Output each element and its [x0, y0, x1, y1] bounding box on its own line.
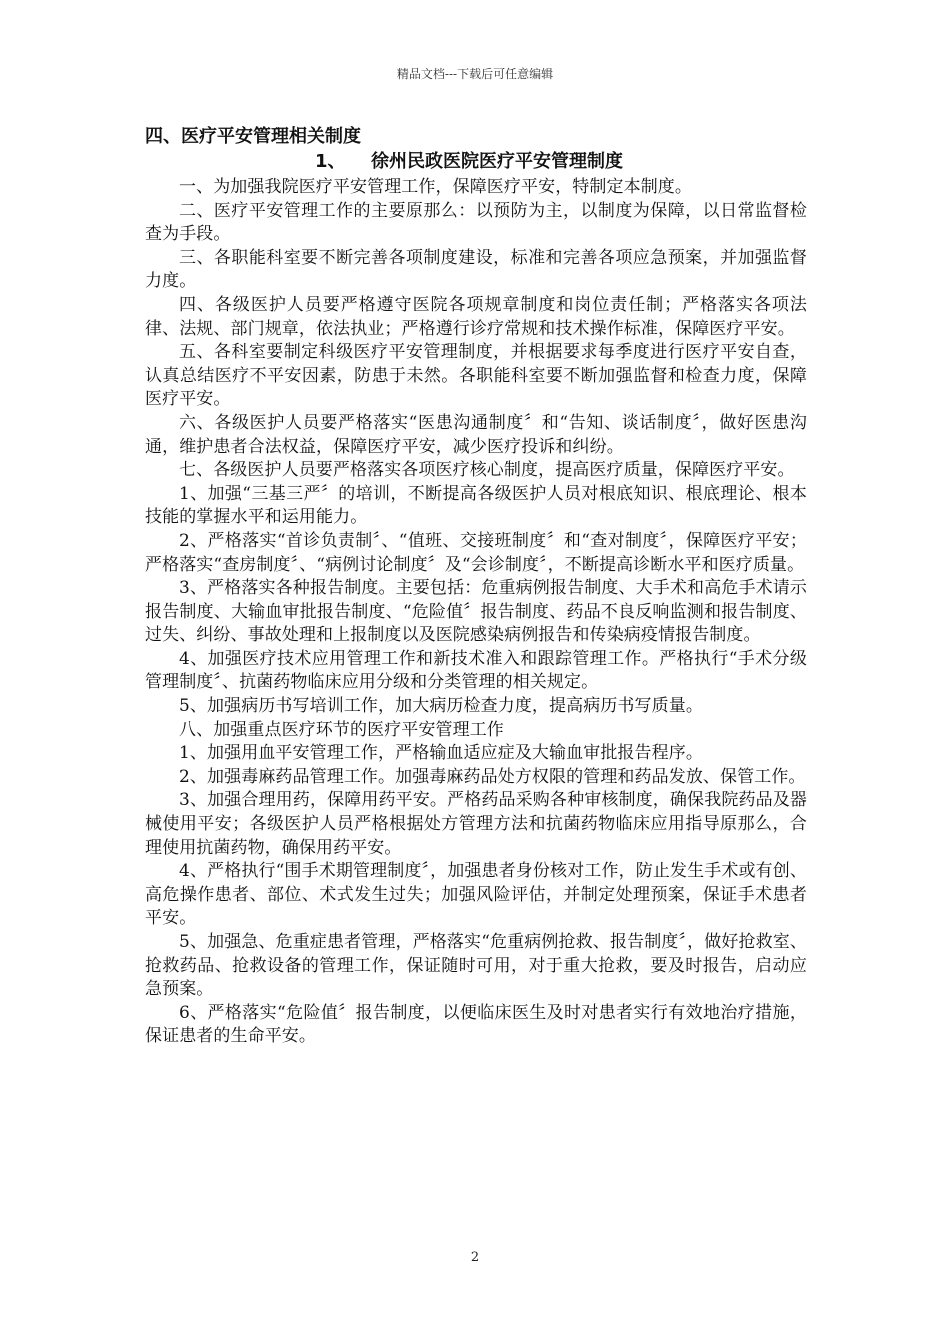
section-title: 四、医疗平安管理相关制度 [145, 126, 361, 147]
paragraph: 二、医疗平安管理工作的主要原那么：以预防为主，以制度为保障，以日常监督检查为手段。 [145, 200, 807, 245]
paragraph: 3、严格落实各种报告制度。主要包括：危重病例报告制度、大手术和高危手术请示报告制度、大输血审批报告制度、“危险值〞报告制度、药品不良反响监测和报告制度、过失、纠纷、事故处理和上报制度以及医院感染病例报告和传染病疫情报告制度。 [145, 578, 807, 646]
paragraph: 3、加强合理用药，保障用药平安。严格药品采购各种审核制度，确保我院药品及器械使用平安；各级医护人员严格根据处方管理方法和抗菌药物临床应用指导原那么，合理使用抗菌药物，确保用药平安。 [145, 790, 807, 858]
paragraph: 4、严格执行“围手术期管理制度〞，加强患者身份核对工作，防止发生手术或有创、高危操作患者、部位、术式发生过失；加强风险评估，并制定处理预案，保证手术患者平安。 [145, 861, 807, 929]
document-subtitle [145, 150, 807, 174]
paragraph: 5、加强急、危重症患者管理，严格落实“危重病例抢救、报告制度〞，做好抢救室、抢救药品、抢救设备的管理工作，保证随时可用，对于重大抢救，要及时报告，启动应急预案。 [145, 932, 807, 1000]
document-body [145, 124, 807, 1049]
paragraph: 五、各科室要制定科级医疗平安管理制度，并根据要求每季度进行医疗平安自查，认真总结医疗不平安因素，防患于未然。各职能科室要不断加强监督和检查力度，保障医疗平安。 [145, 342, 807, 410]
subtitle-number: 1、 [315, 151, 346, 172]
paragraph: 2、加强毒麻药品管理工作。加强毒麻药品处方权限的管理和药品发放、保管工作。 [179, 766, 806, 787]
paragraph: 一、为加强我院医疗平安管理工作，保障医疗平安，特制定本制度。 [179, 177, 692, 197]
paragraph: 八、加强重点医疗环节的医疗平安管理工作 [179, 719, 504, 740]
page-header: 精品文档---下载后可任意编辑 [396, 67, 554, 81]
paragraph: 七、各级医护人员要严格落实各项医疗核心制度，提高医疗质量，保障医疗平安。 [179, 460, 795, 481]
subtitle-text: 徐州民政医院医疗平安管理制度 [371, 151, 623, 172]
page-number: 2 [470, 1250, 480, 1265]
paragraph: 1、加强用血平安管理工作，严格输血适应症及大输血审批报告程序。 [179, 743, 703, 764]
paragraph: 6、严格落实“危险值〞报告制度，以便临床医生及时对患者实行有效地治疗措施，保证患者的生命平安。 [145, 1002, 807, 1047]
paragraph: 四、各级医护人员要严格遵守医院各项规章制度和岗位责任制；严格落实各项法律、法规、部门规章，依法执业；严格遵行诊疗常规和技术操作标准，保障医疗平安。 [145, 294, 807, 339]
paragraph: 六、各级医护人员要严格落实“医患沟通制度〞和“告知、谈话制度〞，做好医患沟通，维护患者合法权益，保障医疗平安，减少医疗投诉和纠纷。 [145, 412, 807, 457]
paragraph: 5、加强病历书写培训工作，加大病历检查力度，提高病历书写质量。 [179, 696, 703, 717]
paragraph: 4、加强医疗技术应用管理工作和新技术准入和跟踪管理工作。严格执行“手术分级管理制度〞、抗菌药物临床应用分级和分类管理的相关规定。 [145, 648, 807, 693]
paragraph: 2、严格落实“首诊负责制〞、“值班、交接班制度〞和“查对制度〞，保障医疗平安；严格落实“查房制度〞、“病例讨论制度〞及“会诊制度〞，不断提高诊断水平和医疗质量。 [145, 530, 807, 575]
paragraph: 三、各职能科室要不断完善各项制度建设，标准和完善各项应急预案，并加强监督力度。 [145, 247, 807, 292]
paragraph: 1、加强“三基三严〞的培训，不断提高各级医护人员对根底知识、根底理论、根本技能的掌握水平和运用能力。 [145, 483, 807, 528]
